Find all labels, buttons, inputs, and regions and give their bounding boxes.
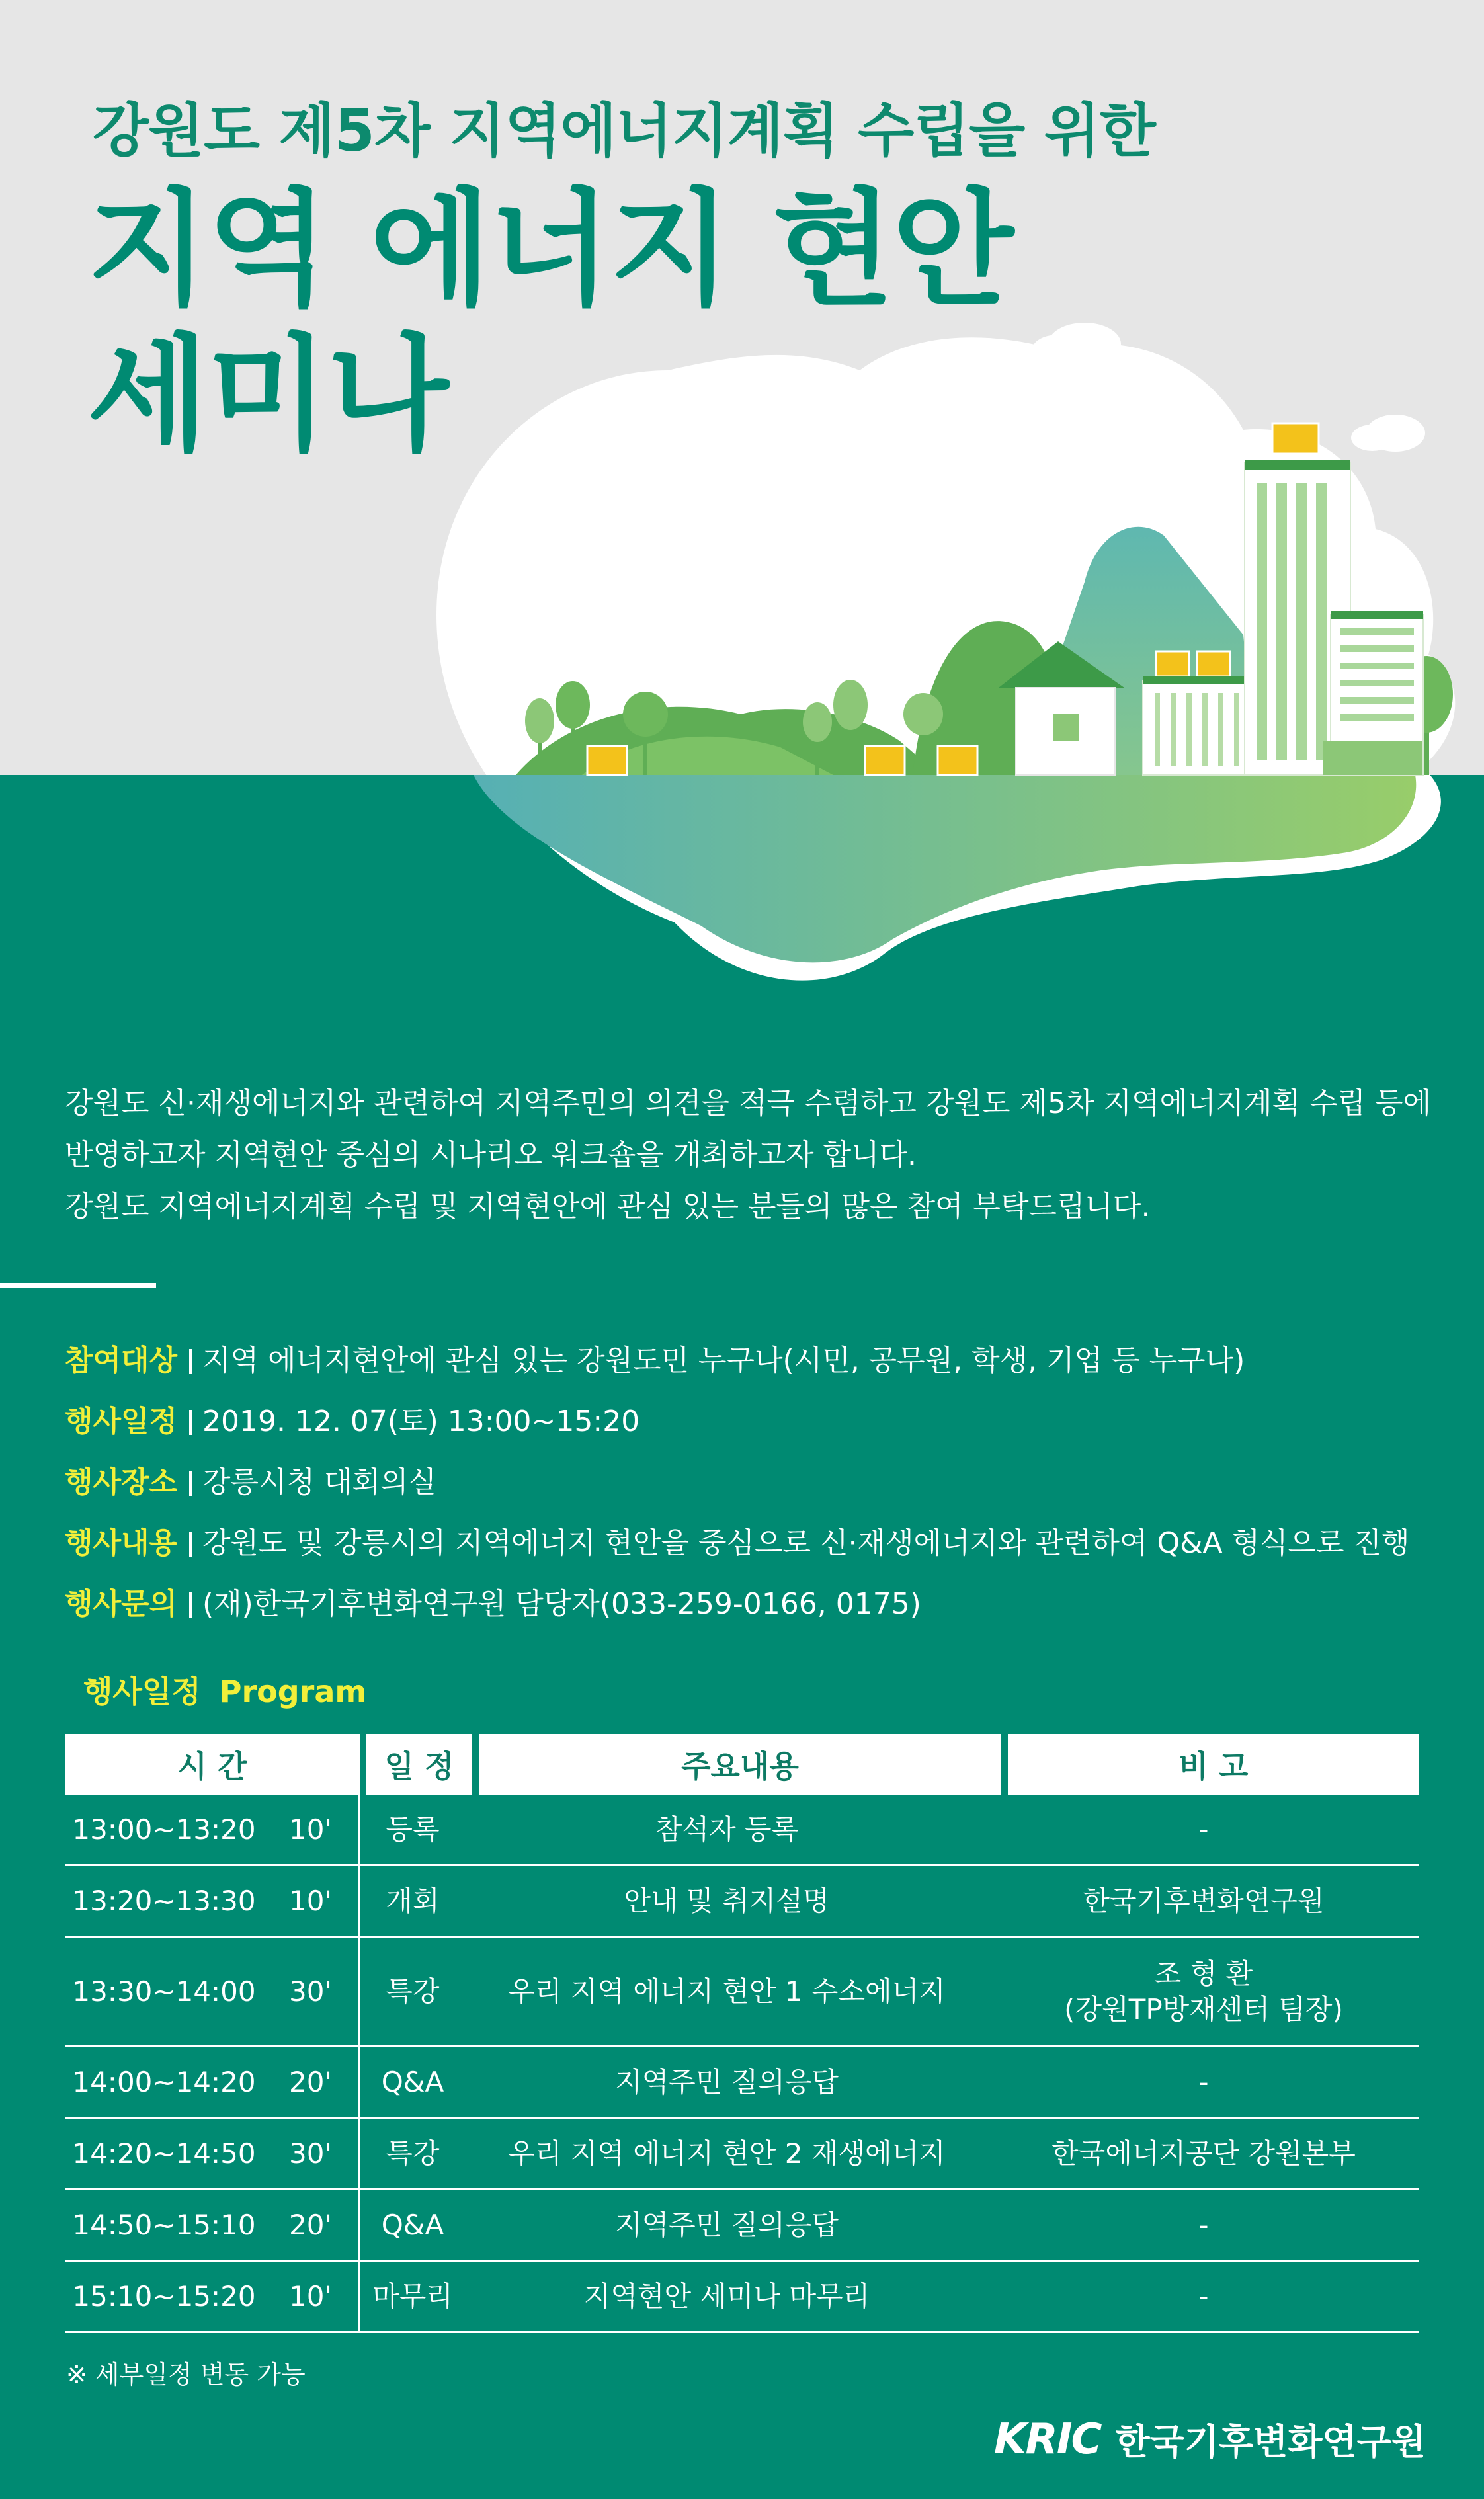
row-note-line: 한국에너지공단 강원본부 xyxy=(1051,2137,1356,2170)
intro-line: 반영하고자 지역현안 중심의 시나리오 워크숍을 개최하고자 합니다. xyxy=(65,1138,917,1172)
intro-line: 강원도 신·재생에너지와 관련하여 지역주민의 의견을 적극 수렴하고 강원도 제5차 지역에너지계획 수립 등에 xyxy=(65,1086,1432,1120)
divider xyxy=(189,1592,192,1618)
row-duration: 30' xyxy=(263,1938,360,2045)
header-time: 시 간 xyxy=(65,1734,360,1795)
info-value: 2019. 12. 07(토) 13:00~15:20 xyxy=(202,1405,640,1438)
event-subtitle: 강원도 제5차 지역에너지계획 수립을 위한 xyxy=(93,97,1155,165)
logo-mark: KRIC xyxy=(993,2414,1101,2464)
row-time: 15:10~15:20 xyxy=(72,2279,256,2313)
row-note-line: - xyxy=(1198,2065,1209,2098)
table-row xyxy=(65,2262,1419,2333)
row-time: 14:50~15:10 xyxy=(72,2208,256,2241)
row-duration: 20' xyxy=(263,2190,360,2260)
row-duration: 20' xyxy=(263,2047,360,2117)
divider xyxy=(0,1283,156,1288)
row-note-line: 한국기후변화연구원 xyxy=(1083,1884,1325,1917)
table-header xyxy=(65,1734,1419,1795)
row-type: 개회 xyxy=(386,1884,440,1917)
info-value: (재)한국기후변화연구원 담당자(033-259-0166, 0175) xyxy=(202,1587,921,1621)
table-row xyxy=(65,2190,1419,2262)
row-type: 특강 xyxy=(386,1975,440,2008)
intro-line: 강원도 지역에너지계획 수립 및 지역현안에 관심 있는 분들의 많은 참여 부탁드립니다. xyxy=(65,1190,1151,1223)
city-lightbulb-illustration xyxy=(0,0,1484,1032)
row-time: 13:30~14:00 xyxy=(72,1975,256,2008)
row-note xyxy=(988,2119,1419,2188)
row-duration: 30' xyxy=(263,2119,360,2188)
row-note xyxy=(988,2262,1419,2331)
divider xyxy=(189,1471,192,1496)
row-duration: 10' xyxy=(263,1866,360,1936)
info-key: 참여대상 xyxy=(65,1344,178,1377)
header-note: 비 고 xyxy=(1008,1734,1419,1795)
divider xyxy=(189,1410,192,1435)
row-content: 참석자 등록 xyxy=(655,1813,799,1846)
header-content: 주요내용 xyxy=(479,1734,1001,1795)
row-content: 지역주민 질의응답 xyxy=(615,2065,839,2098)
row-note-line: 조 형 환 xyxy=(1154,1957,1253,1990)
title-line-1: 지역 에너지 현안 xyxy=(87,177,1013,323)
table-row xyxy=(65,1938,1419,2047)
row-note-line: - xyxy=(1198,1813,1209,1846)
intro-text xyxy=(65,1078,1432,1233)
info-value: 지역 에너지현안에 관심 있는 강원도민 누구나(시민, 공무원, 학생, 기업 등 누구나) xyxy=(202,1344,1245,1377)
info-key: 행사문의 xyxy=(65,1587,178,1621)
program-title-ko: 행사일정 xyxy=(83,1674,201,1709)
divider xyxy=(189,1532,192,1557)
event-info xyxy=(65,1331,1427,1635)
program-title xyxy=(65,1668,366,1711)
row-note-line: - xyxy=(1198,2279,1209,2313)
row-note-line: - xyxy=(1198,2208,1209,2241)
row-duration: 10' xyxy=(263,2262,360,2331)
footnote: ※ 세부일정 변동 가능 xyxy=(66,2360,306,2389)
logo-name: 한국기후변화연구원 xyxy=(1115,2421,1426,2463)
info-row-contact xyxy=(65,1574,1427,1635)
row-type: 등록 xyxy=(386,1813,440,1846)
table-row xyxy=(65,2119,1419,2190)
row-type: 마무리 xyxy=(372,2279,453,2313)
row-content: 지역현안 세미나 마무리 xyxy=(583,2279,870,2313)
header-schedule: 일 정 xyxy=(366,1734,472,1795)
program-title-en: Program xyxy=(219,1674,367,1709)
row-note xyxy=(988,1938,1419,2045)
info-key: 행사장소 xyxy=(65,1465,178,1499)
row-type: 특강 xyxy=(386,2137,440,2170)
row-time: 14:00~14:20 xyxy=(72,2065,256,2098)
row-content: 안내 및 취지설명 xyxy=(624,1884,830,1917)
row-content: 지역주민 질의응답 xyxy=(615,2208,839,2241)
kric-logo xyxy=(994,2414,1426,2465)
row-time: 14:20~14:50 xyxy=(72,2137,256,2170)
row-note-line: (강원TP방재센터 팀장) xyxy=(1064,1992,1343,2026)
title-line-2: 세미나 xyxy=(87,322,448,468)
info-key: 행사내용 xyxy=(65,1526,178,1560)
row-note xyxy=(988,1866,1419,1936)
table-row xyxy=(65,2047,1419,2119)
divider xyxy=(189,1349,192,1374)
row-note xyxy=(988,2047,1419,2117)
row-note xyxy=(988,1795,1419,1864)
row-content: 우리 지역 에너지 현안 1 수소에너지 xyxy=(508,1975,946,2008)
row-type: Q&A xyxy=(381,2065,444,2098)
row-time: 13:20~13:30 xyxy=(72,1884,256,1917)
info-value: 강원도 및 강릉시의 지역에너지 현안을 중심으로 신·재생에너지와 관련하여 Q&A 형식으로 진행 xyxy=(202,1526,1410,1560)
table-row xyxy=(65,1795,1419,1866)
info-row-venue xyxy=(65,1452,1427,1513)
program-table xyxy=(65,1734,1419,2333)
row-type: Q&A xyxy=(381,2208,444,2241)
info-row-target xyxy=(65,1331,1427,1391)
row-content: 우리 지역 에너지 현안 2 재생에너지 xyxy=(508,2137,946,2170)
row-note xyxy=(988,2190,1419,2260)
info-row-content xyxy=(65,1513,1427,1574)
row-time: 13:00~13:20 xyxy=(72,1813,256,1846)
table-row xyxy=(65,1866,1419,1938)
info-row-date xyxy=(65,1391,1427,1452)
info-key: 행사일정 xyxy=(65,1405,178,1438)
info-value: 강릉시청 대회의실 xyxy=(202,1465,437,1499)
row-duration: 10' xyxy=(263,1795,360,1864)
